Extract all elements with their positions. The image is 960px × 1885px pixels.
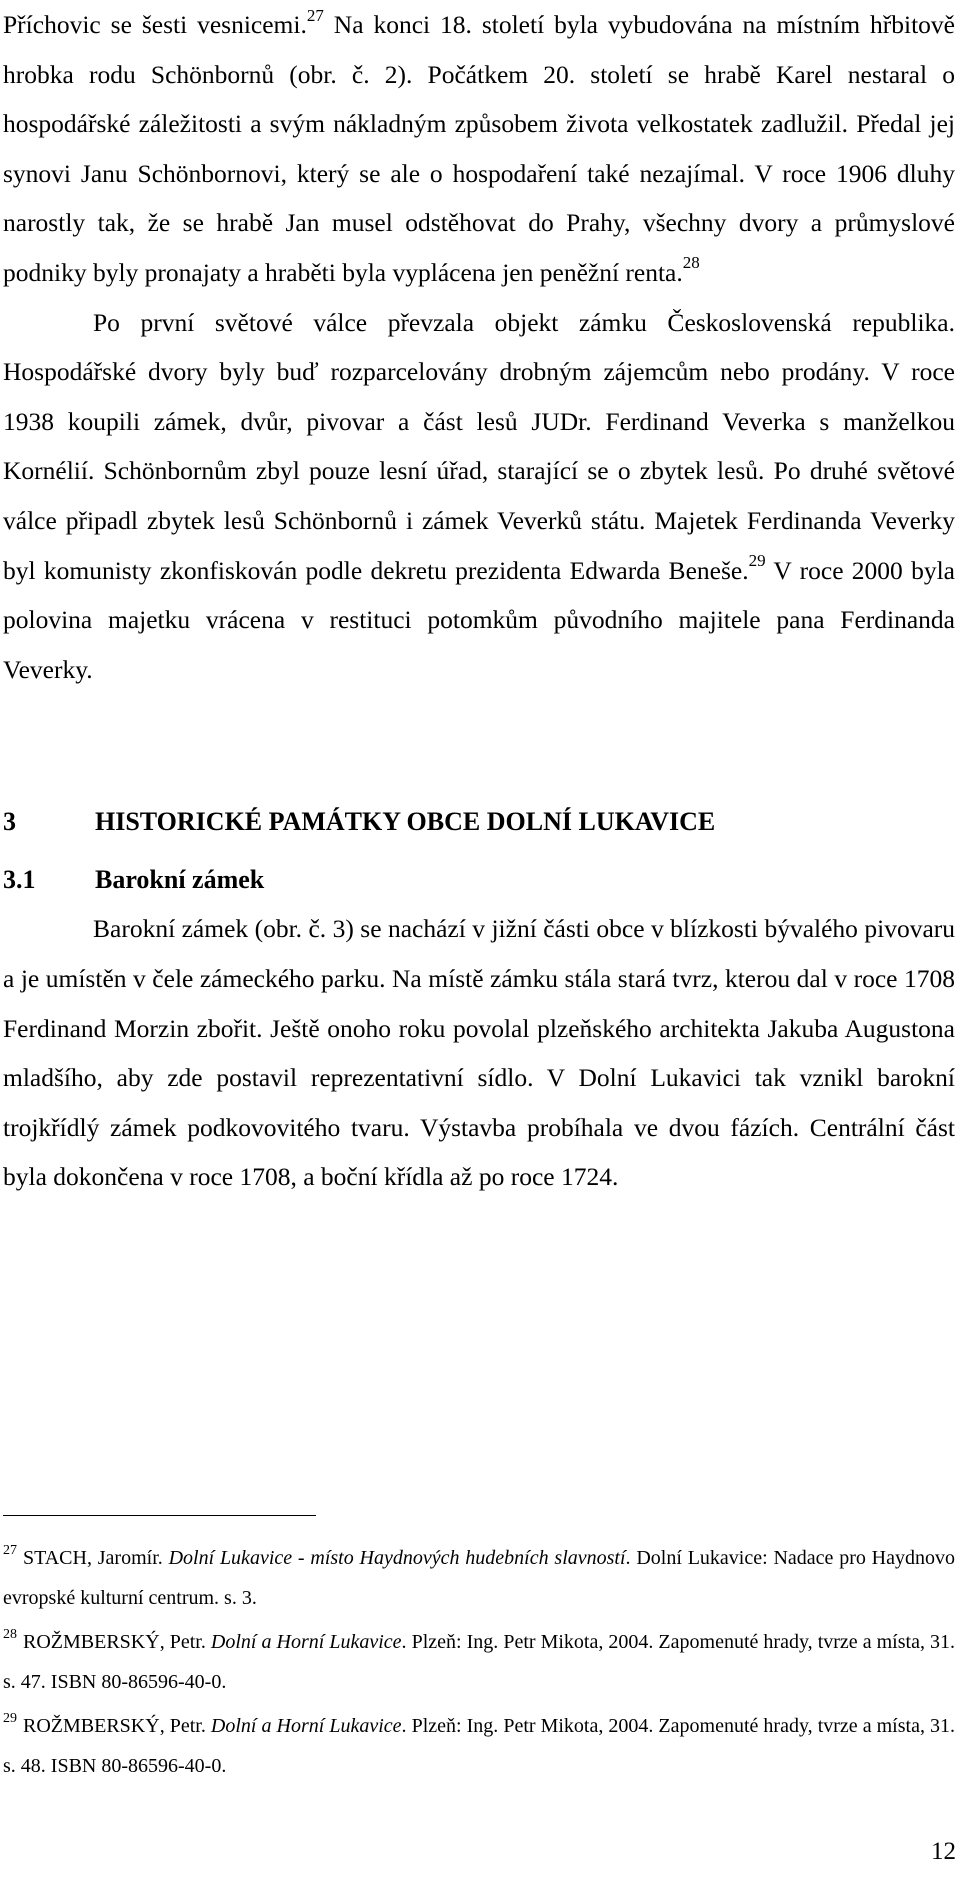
paragraph-1: [3, 0, 955, 298]
footnote-text: . Plzeň: Ing. Petr Mikota, 2004. Zapomenuté hrady, tvrze a místa, 31. s. 48. ISBN 80-86596-40-0.: [3, 1715, 955, 1777]
footnote-text: ROŽMBERSKÝ, Petr.: [23, 1715, 211, 1737]
paragraph-text: Na konci 18. století byla vybudována na místním hřbitově hrobka rodu Schönbornů (obr. č. 2). Počátkem 20. století se hrabě Karel nestaral o hospodářské záležitosti a svým nákladným způsobem života velkostatek zadlužil. Předal jej synovi Janu Schönbornovi, který se ale o hospodaření také nezajímal. V roce 1906 dluhy narostly tak, že se hrabě Jan musel odstěhovat do Prahy, všechny dvory a průmyslové podniky byly pronajaty a hraběti byla vyplácena jen peněžní renta.: [3, 10, 955, 287]
section-number: 3.1: [3, 865, 36, 895]
paragraph-text: Po první světové válce převzala objekt zámku Československá republika. Hospodářské dvory byly buď rozparcelovány drobným zájemcům nebo prodány. V roce 1938 koupili zámek, dvůr, pivovar a část lesů JUDr. Ferdinand Veverka s manželkou Kornélií. Schönbornům zbyl pouze lesní úřad, starající se o zbytek lesů. Po druhé světové válce připadl zbytek lesů Schönbornů i zámek Veverků státu. Majetek Ferdinanda Veverky byl komunisty zkonfiskován podle dekretu prezidenta Edwarda Beneše.: [3, 307, 955, 585]
section-gap: [3, 694, 955, 788]
footnote-27: [3, 1538, 955, 1618]
footnote-text: . Dolní Lukavice: Nadace pro Haydnovo evropské kulturní centrum. s. 3.: [3, 1547, 956, 1609]
paragraph-2: [3, 298, 955, 695]
footnote-text: . Plzeň: Ing. Petr Mikota, 2004. Zapomenuté hrady, tvrze a místa, 31. s. 47. ISBN 80-86596-40-0.: [3, 1631, 955, 1693]
chapter-title: HISTORICKÉ PAMÁTKY OBCE DOLNÍ LUKAVICE: [95, 807, 716, 837]
section-title: Barokní zámek: [95, 865, 265, 895]
footnote-number: 28: [3, 1627, 17, 1643]
footnote-separator: [3, 1515, 316, 1516]
footnote-ref-27[interactable]: 27: [306, 5, 324, 25]
footnote-number: 27: [3, 1543, 17, 1559]
footnote-text: STACH, Jaromír.: [23, 1547, 169, 1569]
section-paragraph: Barokní zámek (obr. č. 3) se nachází v jižní části obce v blízkosti bývalého pivovaru a je umístěn v čele zámeckého parku. Na místě zámku stála stará tvrz, kterou dal v roce 1708 Ferdinand Morzin zbořit. Ještě onoho roku povolal plzeňského architekta Jakuba Augustona mladšího, aby zde postavil reprezentativní sídlo. V Dolní Lukavici tak vznikl barokní trojkřídlý zámek podkovovitého tvaru. Výstavba probíhala ve dvou fázích. Centrální část byla dokončena v roce 1708, a boční křídla až po roce 1724.: [3, 914, 955, 1192]
footnote-title: Dolní a Horní Lukavice: [210, 1631, 402, 1653]
chapter-heading: [3, 788, 955, 856]
footnote-text: ROŽMBERSKÝ, Petr.: [23, 1631, 211, 1653]
footnotes: [3, 1515, 955, 1790]
footnote-ref-29[interactable]: 29: [748, 551, 766, 571]
body-text: [3, 0, 955, 1202]
footnote-ref-28[interactable]: 28: [682, 253, 700, 273]
footnote-number: 29: [3, 1711, 17, 1727]
page-number: 12: [931, 1838, 956, 1865]
paragraph-text: Příchovic se šesti vesnicemi.: [3, 10, 307, 39]
footnote-28: [3, 1622, 955, 1702]
footnote-29: [3, 1706, 955, 1786]
section-heading: [3, 856, 955, 904]
chapter-number: 3: [3, 807, 16, 837]
paragraph-text: V roce 2000 byla polovina majetku vrácena v restituci potomkům původního majitele pana Ferdinanda Veverky.: [3, 555, 955, 684]
footnote-title: Dolní Lukavice - místo Haydnových hudebních slavností: [168, 1547, 626, 1569]
footnote-title: Dolní a Horní Lukavice: [210, 1715, 402, 1737]
